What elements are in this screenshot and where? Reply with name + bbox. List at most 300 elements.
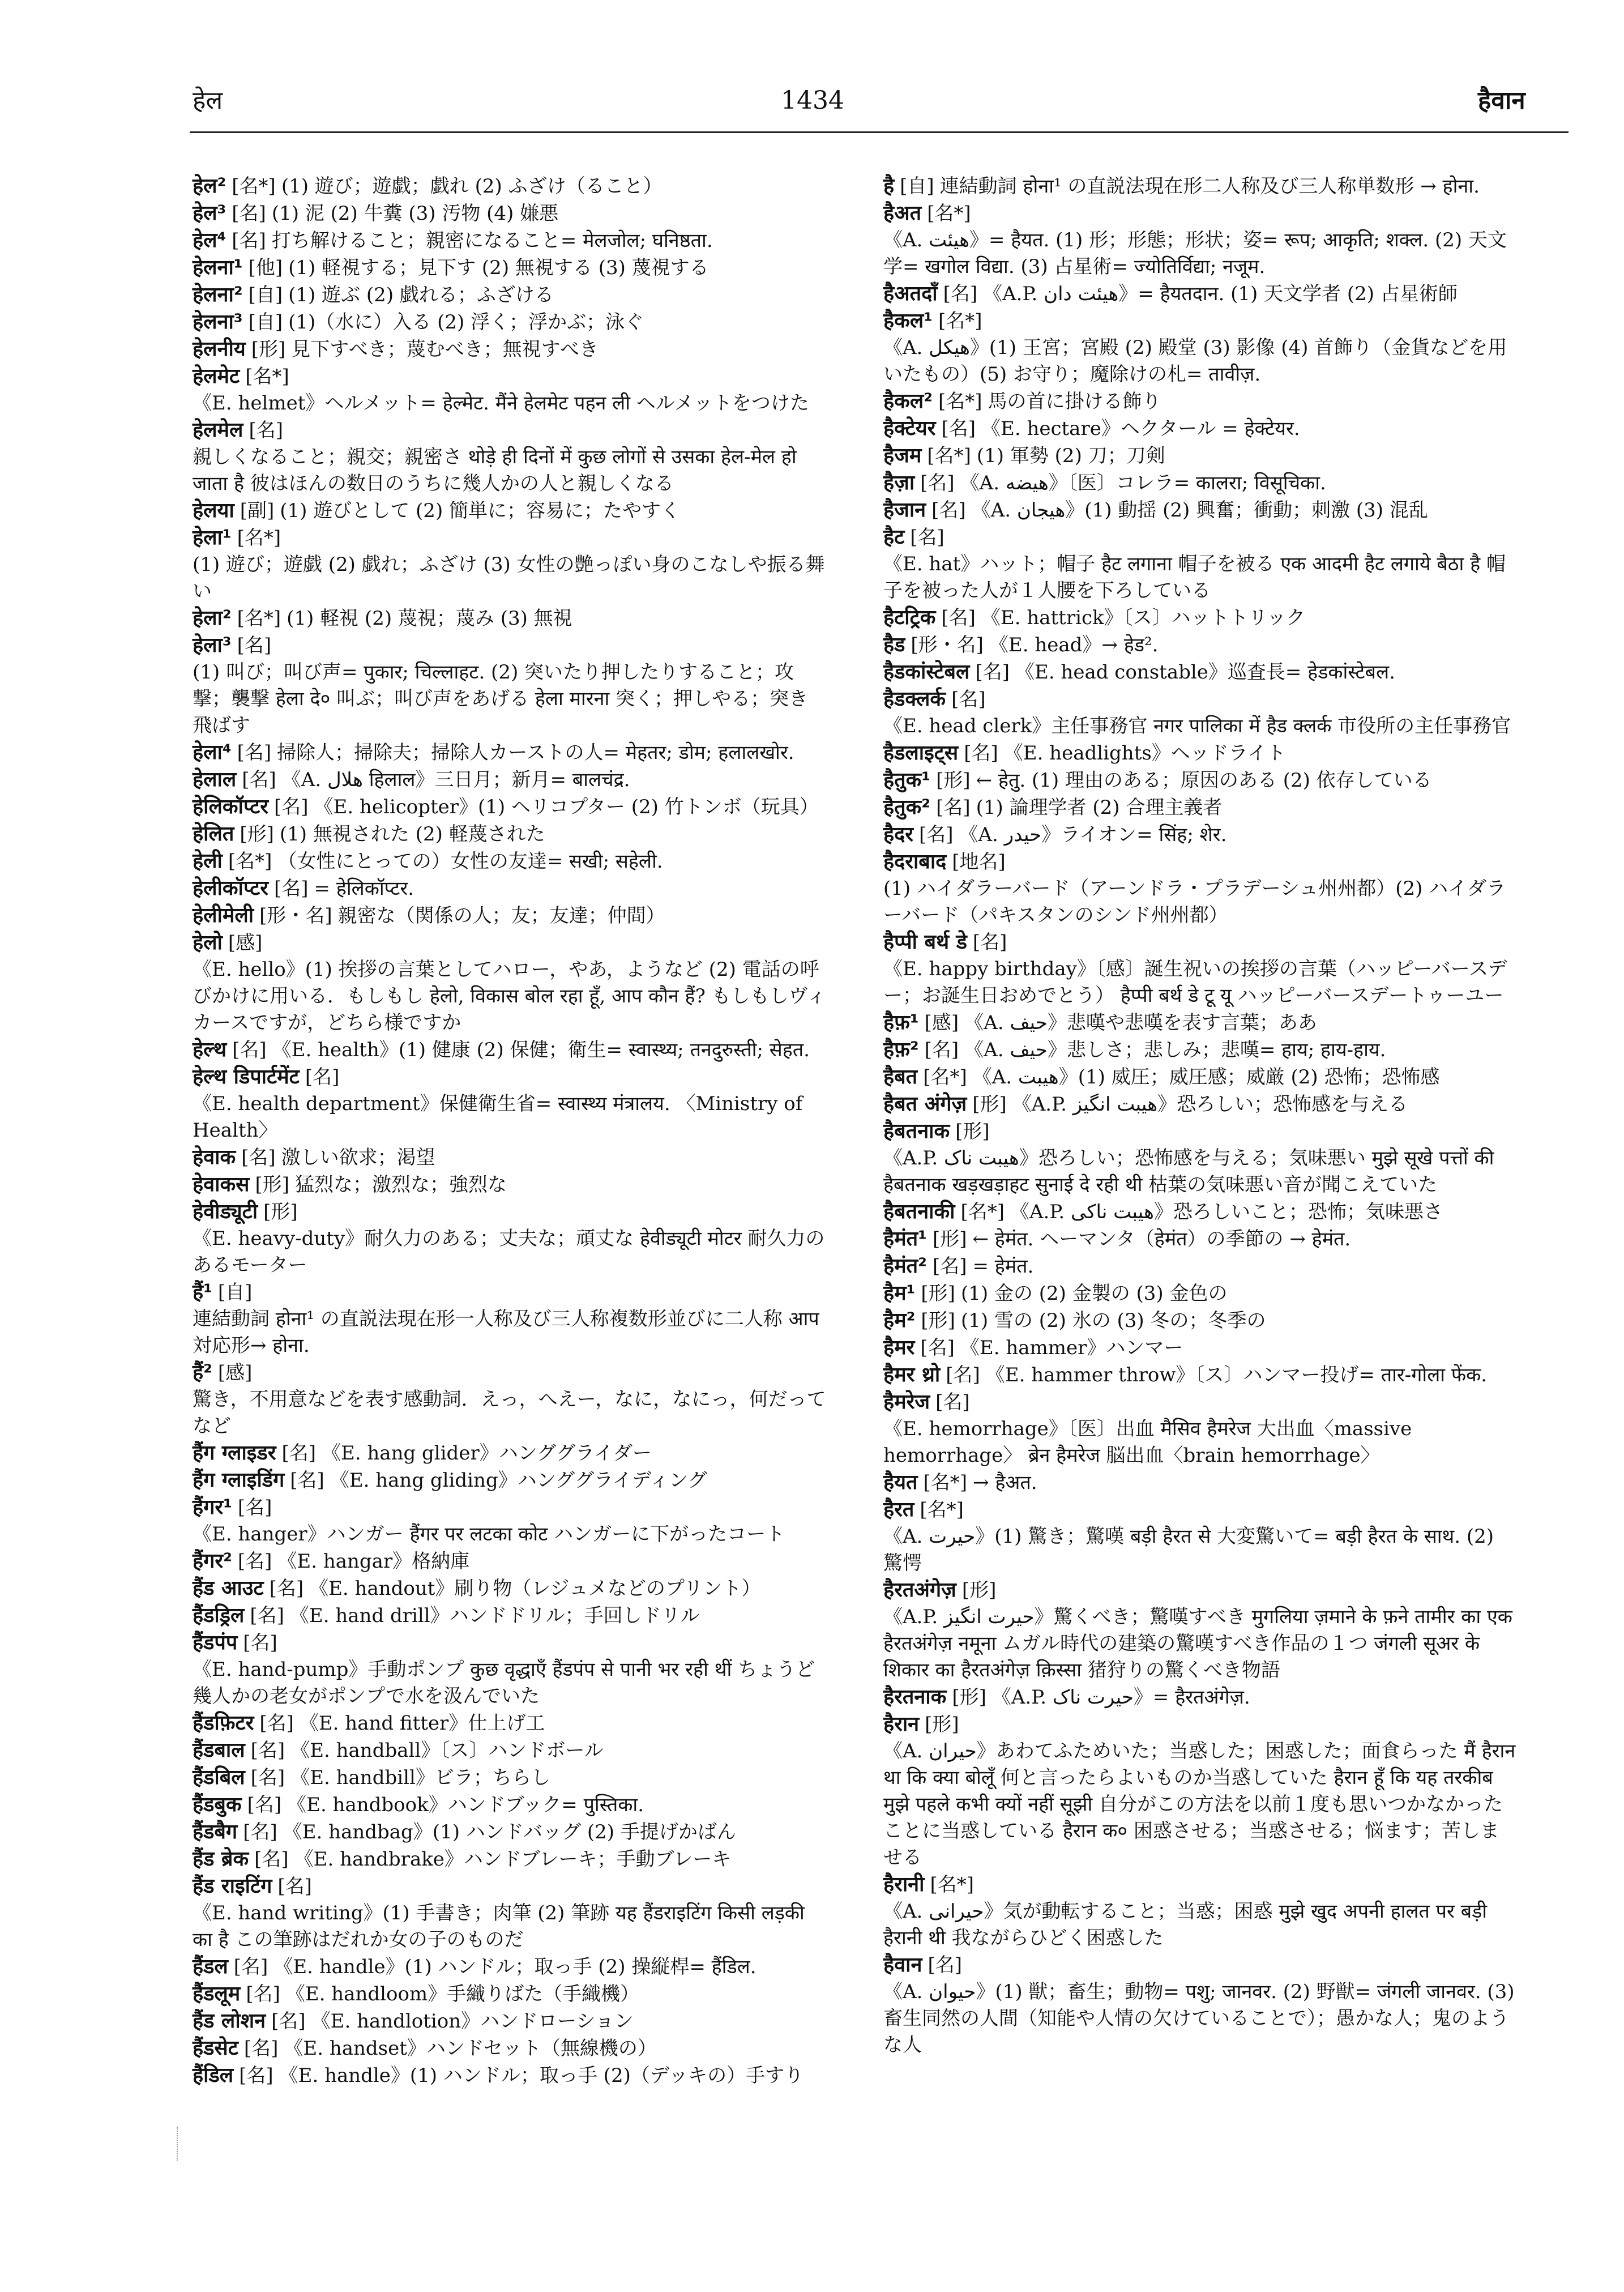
entry-headword: हैतुक² xyxy=(883,796,931,819)
entry-definition: 《A.P. هيبت ناکی》恐ろしいこと；恐怖；気味悪さ xyxy=(1010,1201,1443,1223)
entry-headword: हेलना¹ xyxy=(193,256,243,279)
entry-part-of-speech: [名] xyxy=(250,1604,284,1627)
dictionary-entry xyxy=(193,1494,827,1548)
entry-part-of-speech: [形] xyxy=(255,1173,289,1196)
entry-definition: 見下すべき；蔑むべき；無視すべき xyxy=(291,338,599,361)
entry-definition: 《A.P. هيبت ناک》恐ろしい；恐怖感を与える；気味悪い मुझे सूखे पत्तों की हैबतनाक खड़खड़ाहट सुनाई दे रही थी 枯葉の気味悪い音が聞こえていた xyxy=(883,1147,1494,1196)
dictionary-entry xyxy=(193,1036,827,1064)
entry-headword: है xyxy=(883,174,895,198)
dictionary-entry xyxy=(193,632,827,739)
entry-definition: 《E. headlights》ヘッドライト xyxy=(1003,742,1286,765)
entry-headword: हैक्टेयर xyxy=(883,417,936,440)
dictionary-entry xyxy=(883,1009,1518,1036)
entry-definition: (1) 遊び；遊戯 (2) 戯れ；ふざけ (3) 女性の艶っぽい身のこなしや振る舞い xyxy=(193,553,825,603)
dictionary-entry xyxy=(883,1334,1518,1361)
entry-part-of-speech: [名] xyxy=(250,1739,285,1762)
entry-part-of-speech: [感] xyxy=(228,932,263,954)
dictionary-entry xyxy=(193,1981,827,2008)
dictionary-entry xyxy=(193,309,827,336)
entry-definition: 《E. hattrick》〔ス〕ハットトリック xyxy=(981,607,1306,629)
entry-definition: 《E. hanger》ハンガー हैंगर पर लटका कोट ハンガーに下がったコート xyxy=(193,1523,785,1546)
entry-headword: हेवाक xyxy=(193,1146,236,1169)
dictionary-entry xyxy=(883,686,1518,740)
entry-part-of-speech: [名] xyxy=(931,499,966,522)
dictionary-entry xyxy=(193,1467,827,1494)
entry-definition: (1) 軽視 (2) 蔑視；蔑み (3) 無視 xyxy=(287,607,572,630)
entry-part-of-speech: [副] xyxy=(240,500,275,522)
dictionary-entry xyxy=(883,1198,1518,1226)
entry-part-of-speech: [名] xyxy=(241,1146,276,1169)
dictionary-entry xyxy=(193,1791,827,1819)
entry-headword: हैंडसेट xyxy=(193,2037,238,2060)
entry-headword: हैं¹ xyxy=(193,1281,212,1304)
entry-definition: 《A.P. هيئت دان》= हैयतदान. (1) 天文学者 (2) 占星術師 xyxy=(983,283,1458,305)
entry-definition: 《E. handset》ハンドセット（無線機の） xyxy=(284,2037,657,2060)
entry-headword: हैंडलूम xyxy=(193,1982,241,2005)
entry-headword: हैबतनाकी xyxy=(883,1200,955,1223)
entry-definition: 《A. حيف》悲嘆や悲嘆を表す言葉；ああ xyxy=(964,1011,1317,1034)
dictionary-entry xyxy=(883,415,1518,442)
entry-definition: 《E. hemorrhage》〔医〕出血 मैसिव हैमरेज 大出血〈massive hemorrhage〉 ब्रेन हैमरेज 脳出血〈brain hemorrhage〉 xyxy=(883,1418,1412,1467)
entry-definition: 《A. حيرت》(1) 驚き；驚嘆 बड़ी हैरत से 大変驚いて= बड़ी हैरत के साथ. (2) 驚愕 xyxy=(883,1525,1494,1574)
entry-definition: 《E. handbook》ハンドブック= पुस्तिका. xyxy=(287,1794,644,1816)
entry-headword: हेल⁴ xyxy=(193,229,226,252)
entry-definition: (1) 遊びとして (2) 簡単に；容易に；たやすく xyxy=(280,500,681,522)
entry-definition: (1) 叫び；叫び声= पुकार; चिल्लाहट. (2) 突いたり押したりすること；攻撃；襲撃 हेला दे० 叫ぶ；叫び声をあげる हेला मारना 突く；押しやる；突き飛ばす xyxy=(193,661,809,737)
entry-part-of-speech: [名] xyxy=(924,1039,959,1061)
entry-headword: हेला³ xyxy=(193,634,232,657)
entry-part-of-speech: [形] xyxy=(240,823,274,846)
entry-headword: हैप्पी बर्थ डे xyxy=(883,931,967,954)
entry-part-of-speech: [名] xyxy=(928,1954,962,1977)
entry-part-of-speech: [名] xyxy=(920,472,955,494)
entry-definition: 連結動詞 होना¹ の直説法現在形二人称及び三人称単数形 → होना. xyxy=(939,175,1480,198)
dictionary-entry xyxy=(883,280,1518,308)
entry-headword: हैमरेज xyxy=(883,1390,930,1414)
entry-headword: हैंड लोशन xyxy=(193,2009,266,2033)
entry-headword: हैअत xyxy=(883,202,922,225)
entry-part-of-speech: [名*] xyxy=(920,1499,964,1521)
dictionary-entry xyxy=(193,1144,827,1171)
entry-part-of-speech: [名] xyxy=(237,634,272,657)
entry-part-of-speech: [名] xyxy=(936,796,971,819)
dictionary-entry xyxy=(193,1819,827,1846)
entry-definition: 《E. hangar》格納庫 xyxy=(277,1550,470,1573)
entry-part-of-speech: [名] xyxy=(273,877,309,900)
entry-headword: हैंडिल xyxy=(193,2064,234,2087)
entry-headword: हैडलाइट्स xyxy=(883,741,959,765)
entry-headword: हैडक्लर्क xyxy=(883,688,946,711)
entry-headword: हेलमेल xyxy=(193,419,243,442)
entry-definition: 《E. handball》〔ス〕ハンドボール xyxy=(290,1739,604,1762)
entry-headword: हैजान xyxy=(883,498,926,522)
dictionary-entry xyxy=(883,442,1518,470)
dictionary-entry xyxy=(883,1036,1518,1064)
entry-headword: हैकल² xyxy=(883,390,933,413)
entry-definition: 掃除人；掃除夫；掃除人カーストの人= मेहतर; डोम; हलालखोर. xyxy=(277,741,794,764)
entry-headword: हैम¹ xyxy=(883,1282,916,1305)
entry-headword: हैमंत¹ xyxy=(883,1227,927,1250)
entry-headword: हेलया xyxy=(193,499,234,522)
entry-part-of-speech: [形] xyxy=(921,1309,955,1332)
entry-headword: हेलनीय xyxy=(193,338,246,361)
dictionary-entry xyxy=(883,1064,1518,1091)
entry-part-of-speech: [自] xyxy=(900,175,934,198)
entry-headword: हैंगर² xyxy=(193,1550,232,1573)
entry-part-of-speech: [形] xyxy=(952,1686,986,1709)
entry-definition: (1)（水に）入る (2) 浮く；浮かぶ；泳ぐ xyxy=(288,311,644,334)
entry-part-of-speech: [名] xyxy=(941,607,976,629)
entry-definition: 《E. head》→ हेड². xyxy=(989,634,1159,656)
entry-part-of-speech: [名] xyxy=(305,1066,340,1089)
dictionary-entry xyxy=(883,821,1518,848)
entry-definition: ← हेमंत. ヘーマンタ（हेमंत）の季節の → हेमंत. xyxy=(972,1228,1351,1250)
entry-definition: 《E. hello》(1) 挨拶の言葉としてハロー，やあ，ようなど (2) 電話の呼びかけに用いる．もしもし हेलो, विकास बोल रहा हूँ, आप कौन हैं? もしもしヴィカースですが，どちら様ですか xyxy=(193,958,826,1034)
entry-part-of-speech: [他] xyxy=(248,257,283,279)
entry-headword: हेलीमेली xyxy=(193,904,254,927)
dictionary-entry xyxy=(883,1577,1518,1684)
dictionary-entry xyxy=(883,794,1518,821)
page-number: 1434 xyxy=(781,86,844,115)
entry-headword: हेल्थ xyxy=(193,1038,227,1061)
entry-definition: (1) 雪の (2) 氷の (3) 冬の；冬季の xyxy=(960,1309,1266,1332)
entry-headword: हैमर थ्रो xyxy=(883,1363,941,1386)
entry-headword: हेवीड्यूटी xyxy=(193,1200,258,1223)
entry-definition: 驚き，不用意などを表す感動詞．えっ，へえー，なに，なにっ，何だってなど xyxy=(193,1388,826,1437)
dictionary-entry xyxy=(883,200,1518,280)
entry-definition: 猛烈な；激烈な；強烈な xyxy=(294,1173,507,1196)
entry-definition: 《E. hand writing》(1) 手書き；肉筆 (2) 筆跡 यह हैंडराइटिंग किसी लड़की का है この筆跡はだれか女の子のものだ xyxy=(193,1902,805,1951)
dictionary-entry xyxy=(193,1846,827,1873)
entry-definition: 《E. hammer》ハンマー xyxy=(960,1337,1183,1359)
entry-definition: 激しい欲求；渇望 xyxy=(281,1146,435,1169)
entry-part-of-speech: [名] xyxy=(290,1469,324,1492)
entry-headword: हैंड आउट xyxy=(193,1577,264,1600)
entry-headword: हेवाकस xyxy=(193,1173,250,1196)
dictionary-entry xyxy=(193,1548,827,1575)
entry-part-of-speech: [名*] xyxy=(923,1066,967,1089)
dictionary-entry xyxy=(883,848,1518,929)
running-head-right: हैवान xyxy=(1478,86,1525,115)
entry-headword: हैंग ग्लाइडर xyxy=(193,1441,276,1465)
dictionary-entry xyxy=(883,470,1518,497)
entry-headword: हैंडबैग xyxy=(193,1820,238,1843)
entry-definition: 《E. head clerk》主任事務官 नगर पालिका में हैड क्लर्क 市役所の主任事務官 xyxy=(883,715,1511,737)
dictionary-entry xyxy=(883,767,1518,794)
entry-headword: हैअतदाँ xyxy=(883,282,938,305)
entry-headword: हेलना² xyxy=(193,283,243,306)
entry-part-of-speech: [名] xyxy=(273,796,309,818)
entry-headword: हैंगर¹ xyxy=(193,1496,232,1519)
dictionary-entry xyxy=(883,1307,1518,1334)
entry-part-of-speech: [名] xyxy=(249,419,283,442)
dictionary-entry xyxy=(193,524,827,605)
entry-definition: 《E. handbag》(1) ハンドバッグ (2) 手提げかばん xyxy=(283,1821,736,1843)
dictionary-entry xyxy=(883,1711,1518,1871)
entry-definition: 連結動詞 होना¹ の直説法現在形一人称及び三人称複数形並びに二人称 आप 対応形→ होना. xyxy=(193,1308,819,1357)
entry-definition: (1) 論理学者 (2) 合理主義者 xyxy=(976,796,1223,819)
entry-definition: 《A. حيران》あわてふためいた；当惑した；困惑した；面食らった मैं हैरान था कि क्या बोलूँ 何と言ったらよいものか当惑していた हैरान हूँ कि यह तरकीब मुझे पहले कभी क्यों नहीं सूझी 自分がこの方法を以前１度も思いつかなかったことに当惑している हैरान क० 困惑させる；当惑させる；悩ます；苦しませる xyxy=(883,1740,1516,1869)
dictionary-entry xyxy=(193,200,827,227)
entry-part-of-speech: [名*] xyxy=(232,175,276,198)
dictionary-entry xyxy=(883,1871,1518,1952)
dictionary-entry xyxy=(193,793,827,821)
entry-definition: (1) 無視された (2) 軽蔑された xyxy=(279,823,545,846)
entry-headword: हैडकांस्टेबल xyxy=(883,660,970,684)
entry-part-of-speech: [形] xyxy=(955,1120,990,1143)
dictionary-entry xyxy=(193,1279,827,1359)
entry-part-of-speech: [名] xyxy=(232,229,266,252)
entry-headword: हेला⁴ xyxy=(193,741,232,764)
entry-part-of-speech: [名] xyxy=(243,2037,279,2060)
entry-definition: 《E. handlotion》ハンドローション xyxy=(311,2010,634,2033)
entry-part-of-speech: [感] xyxy=(217,1361,253,1384)
dictionary-entry xyxy=(193,848,827,875)
entry-part-of-speech: [名*] xyxy=(930,1873,974,1896)
entry-definition: (1) 金の (2) 金製の (3) 金色の xyxy=(960,1282,1228,1305)
entry-part-of-speech: [名*] xyxy=(938,390,982,413)
dictionary-entry xyxy=(193,227,827,254)
entry-part-of-speech: [名] xyxy=(269,1577,304,1600)
entry-definition: 打ち解けること；親密になること= मेलजोल; घनिष्ठता. xyxy=(271,229,713,252)
dictionary-entry xyxy=(883,631,1518,659)
entry-headword: हैरानी xyxy=(883,1873,925,1896)
entry-headword: हैंडबाल xyxy=(193,1739,245,1762)
entry-part-of-speech: [名] xyxy=(250,1766,285,1789)
dictionary-entry xyxy=(883,1389,1518,1469)
entry-definition: 《E. handbrake》ハンドブレーキ；手動ブレーキ xyxy=(294,1848,732,1871)
entry-headword: हेला¹ xyxy=(193,526,232,549)
dictionary-entry xyxy=(193,1953,827,1981)
entry-headword: हैंग ग्लाइडिंग xyxy=(193,1469,285,1492)
entry-definition: 《E. heavy-duty》耐久力のある；丈夫な；頑丈な हेवीड्यूटी मोटर 耐久力のあるモーター xyxy=(193,1227,825,1277)
entry-definition: 《E. head constable》巡査長= हेडकांस्टेबल. xyxy=(1015,661,1395,684)
dictionary-entry xyxy=(883,1496,1518,1577)
entry-part-of-speech: [名] xyxy=(932,1255,967,1278)
dictionary-entry xyxy=(883,388,1518,415)
entry-headword: हैंडबुक xyxy=(193,1793,242,1816)
dictionary-entry xyxy=(193,766,827,793)
dictionary-entry xyxy=(883,1118,1518,1198)
entry-headword: हैंडफ़िटर xyxy=(193,1711,254,1735)
entry-part-of-speech: [名] xyxy=(920,1337,955,1359)
entry-part-of-speech: [形] xyxy=(936,769,971,792)
entry-part-of-speech: [自] xyxy=(217,1281,253,1304)
entry-definition: (1) 軍勢 (2) 刀；刀剣 xyxy=(976,445,1165,467)
entry-definition: 《A. حيدر》ライオン= सिंह; शेर. xyxy=(959,823,1227,846)
running-head-left: हेल xyxy=(193,86,223,115)
entry-headword: हैयत xyxy=(883,1471,918,1494)
entry-definition: 《E. helmet》ヘルメット= हेल्मेट. मैंने हेलमेट पहन ली ヘルメットをつけた xyxy=(193,392,809,415)
entry-definition: ← हेतु. (1) 理由のある；原因のある (2) 依存している xyxy=(976,769,1432,792)
entry-definition: 《A. هيكل》(1) 王宮；宮殿 (2) 殿堂 (3) 影像 (4) 首飾り（金貨などを用いたもの）(5) お守り；魔除けの札= तावीज़. xyxy=(883,336,1507,386)
dictionary-entry xyxy=(193,1064,827,1144)
entry-part-of-speech: [形] xyxy=(961,1579,997,1602)
entry-headword: हेलना³ xyxy=(193,310,243,334)
left-column xyxy=(193,173,827,2089)
entry-definition: 《A. هيئت》= हैयत. (1) 形；形態；形状；姿= रूप; आकृति; शक्ल. (2) 天文学= खगोल विद्या. (3) 占星術= ज्योतिर्विद्या; नजूम. xyxy=(883,229,1507,278)
entry-part-of-speech: [形] xyxy=(925,1713,959,1736)
entry-part-of-speech: [形] xyxy=(263,1201,298,1223)
entry-headword: हैफ़¹ xyxy=(883,1011,919,1034)
entry-headword: हैज़ा xyxy=(883,471,915,494)
entry-definition: → हैअत. xyxy=(973,1471,1037,1494)
entry-part-of-speech: [名] xyxy=(277,1875,312,1898)
dictionary-entry xyxy=(193,2008,827,2035)
entry-definition: 《E. happy birthday》〔感〕誕生祝いの挨拶の言葉（ハッピーバースデー；お誕生日おめでとう） हैप्पी बर्थ डे टू यू ハッピーバースデートゥーユー xyxy=(883,958,1507,1007)
entry-part-of-speech: [名] xyxy=(247,1794,282,1816)
entry-definition: (1) 軽視する；見下す (2) 無視する (3) 蔑視する xyxy=(288,257,709,279)
dictionary-entry xyxy=(193,1359,827,1440)
dictionary-entry xyxy=(193,1737,827,1764)
entry-headword: हैंडबिल xyxy=(193,1766,245,1789)
entry-headword: हेलाल xyxy=(193,768,237,791)
entry-part-of-speech: [名] xyxy=(975,661,1010,684)
entry-headword: हैंड राइटिंग xyxy=(193,1875,272,1898)
entry-headword: हैम² xyxy=(883,1309,916,1332)
dictionary-entry xyxy=(193,1575,827,1602)
dictionary-entry xyxy=(193,281,827,309)
entry-headword: हैड xyxy=(883,633,905,656)
entry-part-of-speech: [名*] xyxy=(960,1201,1005,1223)
entry-part-of-speech: [形] xyxy=(972,1093,1007,1116)
entry-definition: 《E. hang glider》ハンググライダー xyxy=(321,1442,652,1465)
entry-headword: हैमंत² xyxy=(883,1254,927,1278)
entry-definition: 《E. helicopter》(1) ヘリコプター (2) 竹トンボ（玩具） xyxy=(314,796,819,818)
entry-part-of-speech: [名] xyxy=(935,1391,970,1414)
entry-headword: हैतुक¹ xyxy=(883,769,931,792)
dictionary-entry xyxy=(883,1091,1518,1118)
entry-definition: 《E. health》(1) 健康 (2) 保健；衛生= स्वास्थ्य; तनदुरुस्ती; सेहत. xyxy=(272,1039,810,1061)
entry-part-of-speech: [名*] xyxy=(237,607,281,630)
dictionary-entry xyxy=(883,929,1518,1009)
entry-definition: 《E. handle》(1) ハンドル；取っ手 (2)（デッキの）手すり xyxy=(279,2064,804,2087)
entry-definition: (1) ハイダラーバード（アーンドラ・プラデーシュ州州都）(2) ハイダラーバード（パキスタンのシンド州州都） xyxy=(883,877,1506,927)
entry-definition: 《A. حيف》悲しさ；悲しみ；悲嘆= हाय; हाय-हाय. xyxy=(964,1039,1386,1061)
entry-headword: हैरतनाक xyxy=(883,1685,947,1709)
entry-headword: हैमर xyxy=(883,1336,915,1359)
dictionary-entry xyxy=(193,902,827,929)
entry-definition: 親密な（関係の人；友；友達；仲間） xyxy=(337,904,665,927)
entry-part-of-speech: [名] xyxy=(943,283,978,305)
entry-part-of-speech: [名] xyxy=(243,1632,277,1654)
entry-definition: (1) 泥 (2) 牛糞 (3) 汚物 (4) 嫌悪 xyxy=(271,202,559,225)
dictionary-entry xyxy=(193,254,827,281)
dictionary-entry xyxy=(883,497,1518,524)
dictionary-entry xyxy=(193,1764,827,1791)
entry-definition: 《E. hand fitter》仕上げ工 xyxy=(299,1712,545,1735)
dictionary-entry xyxy=(883,1684,1518,1711)
dictionary-entry xyxy=(193,1171,827,1198)
entry-definition: (1) 遊ぶ (2) 戯れる；ふざける xyxy=(288,284,554,306)
dictionary-entry xyxy=(193,1440,827,1467)
entry-headword: हैजम xyxy=(883,444,922,467)
entry-headword: हैरतअंगेज़ xyxy=(883,1578,956,1602)
entry-definition: 《A.P. هيبت انگيز》恐ろしい；恐怖感を与える xyxy=(1012,1093,1408,1116)
entry-part-of-speech: [名*] xyxy=(228,850,272,873)
entry-headword: हेल्थ डिपार्टमेंट xyxy=(193,1065,300,1089)
header-rule xyxy=(190,131,1569,133)
entry-definition: 《A. هيضه》〔医〕コレラ= कालरा; विसूचिका. xyxy=(960,472,1326,494)
entry-definition: 《E. hang gliding》ハンググライディング xyxy=(330,1469,707,1492)
entry-headword: हैंडल xyxy=(193,1955,228,1978)
entry-definition: 《A. هلال हिलाल》三日月；新月= बालचंद्र. xyxy=(281,769,630,791)
entry-definition: 《E. handloom》手織りばた（手織機） xyxy=(285,1983,640,2005)
dictionary-entry xyxy=(883,1226,1518,1253)
entry-part-of-speech: [名] xyxy=(237,741,272,764)
dictionary-entry xyxy=(883,659,1518,686)
entry-part-of-speech: [名] xyxy=(246,1983,280,2005)
entry-part-of-speech: [名] xyxy=(232,1039,267,1061)
entry-definition: 《E. hand-pump》手動ポンプ कुछ वृद्धाएँ हैंडपंप से पानी भर रही थीं ちょうど幾人かの老女がポンプで水を汲んでいた xyxy=(193,1658,815,1708)
dictionary-entry xyxy=(193,173,827,200)
right-column xyxy=(883,173,1518,2059)
dictionary-entry xyxy=(193,1710,827,1737)
entry-headword: हेल² xyxy=(193,174,226,198)
entry-part-of-speech: [名] xyxy=(946,1364,980,1386)
entry-definition: 馬の首に掛ける飾り xyxy=(988,390,1161,413)
entry-definition: 親しくなること；親交；親密さ थोड़े ही दिनों में कुछ लोगों से उसका हेल-मेल हो जाता है 彼はほんの数日のうちに幾人かの人と親しくなる xyxy=(193,446,797,495)
dictionary-entry xyxy=(193,929,827,1036)
dictionary-entry xyxy=(883,1469,1518,1496)
entry-definition: 《E. hat》ハット；帽子 हैट लगाना 帽子を被る एक आदमी हैट लगाये बैठा है 帽子を被った人が１人腰を下ろしている xyxy=(883,553,1506,602)
entry-headword: हैवान xyxy=(883,1953,922,1977)
entry-headword: हैकल¹ xyxy=(883,309,933,332)
entry-headword: हैं² xyxy=(193,1361,212,1384)
entry-part-of-speech: [形・名] xyxy=(259,904,332,927)
dictionary-entry xyxy=(883,1280,1518,1307)
dictionary-entry xyxy=(883,1361,1518,1389)
dictionary-entry xyxy=(193,1198,827,1279)
dictionary-entry xyxy=(193,1602,827,1629)
dictionary-entry xyxy=(193,497,827,524)
entry-headword: हैट xyxy=(883,526,905,549)
dictionary-entry xyxy=(193,739,827,766)
margin-mark xyxy=(177,2127,180,2161)
entry-headword: हैबत xyxy=(883,1065,918,1089)
entry-part-of-speech: [名] xyxy=(259,1712,294,1735)
entry-part-of-speech: [形] xyxy=(932,1228,967,1250)
entry-part-of-speech: [名] xyxy=(918,823,954,846)
entry-headword: हैदर xyxy=(883,823,913,846)
entry-headword: हैबतनाक xyxy=(883,1120,950,1143)
entry-headword: हैफ़² xyxy=(883,1038,919,1061)
entry-definition: 《E. hand drill》ハンドドリル；手回しドリル xyxy=(289,1604,700,1627)
entry-part-of-speech: [名] xyxy=(271,2010,306,2033)
entry-definition: 《E. health department》保健衛生省= स्वास्थ्य मंत्रालय. 〈Ministry of Health〉 xyxy=(193,1092,803,1142)
entry-definition: （女性にとっての）女性の友達= सखी; सहेली. xyxy=(277,850,663,873)
entry-definition: 《A. هيجان》(1) 動揺 (2) 興奮；衝動；刺激 (3) 混乱 xyxy=(971,499,1428,522)
dictionary-entry xyxy=(883,604,1518,631)
entry-definition: = हेलिकॉप्टर. xyxy=(314,877,414,900)
entry-headword: हेलीकॉप्टर xyxy=(193,877,268,900)
entry-part-of-speech: [名*] xyxy=(923,1471,968,1494)
entry-headword: हेलिकॉप्टर xyxy=(193,795,268,818)
entry-part-of-speech: [自] xyxy=(248,284,283,306)
entry-headword: हैंडपंप xyxy=(193,1631,238,1654)
entry-headword: हैंडड्रिल xyxy=(193,1604,245,1627)
entry-part-of-speech: [地名] xyxy=(952,851,1006,873)
dictionary-entry xyxy=(193,1629,827,1710)
entry-part-of-speech: [名] xyxy=(237,1496,272,1519)
entry-part-of-speech: [名] xyxy=(964,742,998,765)
entry-headword: हैरान xyxy=(883,1713,920,1736)
entry-headword: हैटट्रिक xyxy=(883,606,936,629)
entry-definition: 《E. hectare》ヘクタール = हेक्टेयर. xyxy=(981,417,1300,440)
dictionary-entry xyxy=(193,2062,827,2089)
dictionary-entry xyxy=(193,417,827,497)
entry-headword: हेल³ xyxy=(193,202,226,225)
